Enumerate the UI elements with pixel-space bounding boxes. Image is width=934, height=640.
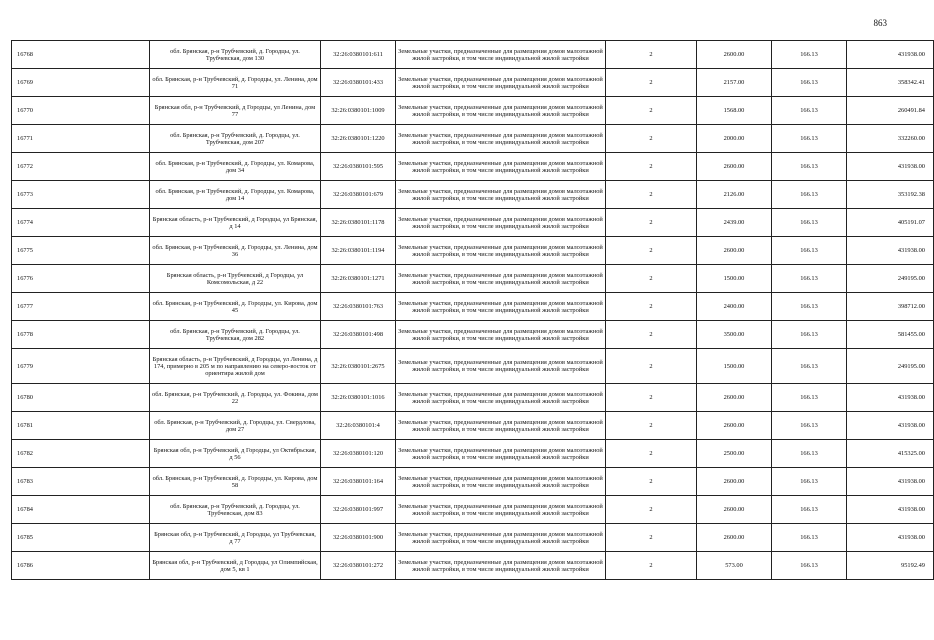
address-cell: Брянская обл, р-н Трубчевский, д Городцы, ул Ленина, дом 77 bbox=[150, 97, 321, 125]
address-cell: обл. Брянская, р-н Трубчевский, д. Городцы, ул. Ленина, дом 71 bbox=[150, 69, 321, 97]
land-purpose-cell: Земельные участки, предназначенные для размещения домов малоэтажной жилой застройки, в том числе индивидуальной жилой застройки bbox=[396, 468, 606, 496]
area-cell: 2600.00 bbox=[697, 496, 772, 524]
area-cell: 2400.00 bbox=[697, 293, 772, 321]
group-cell: 2 bbox=[606, 41, 697, 69]
cadastral-value-cell: 415325.00 bbox=[847, 440, 934, 468]
area-cell: 2600.00 bbox=[697, 41, 772, 69]
group-cell: 2 bbox=[606, 412, 697, 440]
row-id-cell: 16780 bbox=[12, 384, 150, 412]
rate-cell: 166.13 bbox=[772, 125, 847, 153]
rate-cell: 166.13 bbox=[772, 265, 847, 293]
area-cell: 1500.00 bbox=[697, 349, 772, 384]
cadastral-value-cell: 431938.00 bbox=[847, 384, 934, 412]
cadastral-value-cell: 398712.00 bbox=[847, 293, 934, 321]
address-cell: Брянская область, р-н Трубчевский, д Городцы, ул Брянская, д 14 bbox=[150, 209, 321, 237]
land-purpose-cell: Земельные участки, предназначенные для размещения домов малоэтажной жилой застройки, в том числе индивидуальной жилой застройки bbox=[396, 237, 606, 265]
area-cell: 573.00 bbox=[697, 552, 772, 580]
cadastral-table bbox=[11, 40, 934, 580]
area-cell: 3500.00 bbox=[697, 321, 772, 349]
table-row bbox=[12, 237, 934, 265]
rate-cell: 166.13 bbox=[772, 552, 847, 580]
cadastral-value-cell: 249195.00 bbox=[847, 349, 934, 384]
address-cell: Брянская обл, р-н Трубчевский, д Городцы, ул Олимпийская, дом 5, кв 1 bbox=[150, 552, 321, 580]
row-id-cell: 16776 bbox=[12, 265, 150, 293]
area-cell: 2500.00 bbox=[697, 440, 772, 468]
area-cell: 2126.00 bbox=[697, 181, 772, 209]
group-cell: 2 bbox=[606, 69, 697, 97]
cadastral-number-cell: 32:26:0380101:2675 bbox=[321, 349, 396, 384]
land-purpose-cell: Земельные участки, предназначенные для размещения домов малоэтажной жилой застройки, в том числе индивидуальной жилой застройки bbox=[396, 153, 606, 181]
address-cell: обл. Брянская, р-н Трубчевский, д. Городцы, ул. Комарова, дом 34 bbox=[150, 153, 321, 181]
row-id-cell: 16770 bbox=[12, 97, 150, 125]
row-id-cell: 16785 bbox=[12, 524, 150, 552]
cadastral-number-cell: 32:26:0380101:595 bbox=[321, 153, 396, 181]
table-row bbox=[12, 349, 934, 384]
cadastral-value-cell: 431938.00 bbox=[847, 524, 934, 552]
table-row bbox=[12, 552, 934, 580]
rate-cell: 166.13 bbox=[772, 384, 847, 412]
land-purpose-cell: Земельные участки, предназначенные для размещения домов малоэтажной жилой застройки, в том числе индивидуальной жилой застройки bbox=[396, 125, 606, 153]
cadastral-number-cell: 32:26:0380101:4 bbox=[321, 412, 396, 440]
cadastral-number-cell: 32:26:0380101:120 bbox=[321, 440, 396, 468]
group-cell: 2 bbox=[606, 321, 697, 349]
cadastral-number-cell: 32:26:0380101:763 bbox=[321, 293, 396, 321]
group-cell: 2 bbox=[606, 552, 697, 580]
table-row bbox=[12, 321, 934, 349]
row-id-cell: 16775 bbox=[12, 237, 150, 265]
row-id-cell: 16781 bbox=[12, 412, 150, 440]
address-cell: обл. Брянская, р-н Трубчевский, д. Городцы, ул. Трубчевская, дом 207 bbox=[150, 125, 321, 153]
cadastral-number-cell: 32:26:0380101:997 bbox=[321, 496, 396, 524]
group-cell: 2 bbox=[606, 153, 697, 181]
group-cell: 2 bbox=[606, 97, 697, 125]
land-purpose-cell: Земельные участки, предназначенные для размещения домов малоэтажной жилой застройки, в том числе индивидуальной жилой застройки bbox=[396, 412, 606, 440]
table-row bbox=[12, 153, 934, 181]
rate-cell: 166.13 bbox=[772, 496, 847, 524]
group-cell: 2 bbox=[606, 384, 697, 412]
cadastral-number-cell: 32:26:0380101:1016 bbox=[321, 384, 396, 412]
cadastral-number-cell: 32:26:0380101:1194 bbox=[321, 237, 396, 265]
address-cell: обл. Брянская, р-н Трубчевский, д. Городцы, ул. Кирова, дом 45 bbox=[150, 293, 321, 321]
address-cell: обл. Брянская, р-н Трубчевский, д. Городцы, ул. Трубчевская, дом 130 bbox=[150, 41, 321, 69]
land-purpose-cell: Земельные участки, предназначенные для размещения домов малоэтажной жилой застройки, в том числе индивидуальной жилой застройки bbox=[396, 384, 606, 412]
rate-cell: 166.13 bbox=[772, 468, 847, 496]
table-row bbox=[12, 125, 934, 153]
row-id-cell: 16786 bbox=[12, 552, 150, 580]
land-purpose-cell: Земельные участки, предназначенные для размещения домов малоэтажной жилой застройки, в том числе индивидуальной жилой застройки bbox=[396, 321, 606, 349]
cadastral-value-cell: 581455.00 bbox=[847, 321, 934, 349]
row-id-cell: 16784 bbox=[12, 496, 150, 524]
table-row bbox=[12, 41, 934, 69]
address-cell: Брянская обл, р-н Трубчевский, д Городцы, ул Октябрьская, д 56 bbox=[150, 440, 321, 468]
rate-cell: 166.13 bbox=[772, 349, 847, 384]
land-purpose-cell: Земельные участки, предназначенные для размещения домов малоэтажной жилой застройки, в том числе индивидуальной жилой застройки bbox=[396, 209, 606, 237]
table-row bbox=[12, 97, 934, 125]
rate-cell: 166.13 bbox=[772, 237, 847, 265]
cadastral-number-cell: 32:26:0380101:1271 bbox=[321, 265, 396, 293]
cadastral-value-cell: 405191.07 bbox=[847, 209, 934, 237]
table-body bbox=[12, 41, 934, 580]
cadastral-number-cell: 32:26:0380101:272 bbox=[321, 552, 396, 580]
rate-cell: 166.13 bbox=[772, 97, 847, 125]
area-cell: 2600.00 bbox=[697, 468, 772, 496]
land-purpose-cell: Земельные участки, предназначенные для размещения домов малоэтажной жилой застройки, в том числе индивидуальной жилой застройки bbox=[396, 69, 606, 97]
cadastral-number-cell: 32:26:0380101:611 bbox=[321, 41, 396, 69]
rate-cell: 166.13 bbox=[772, 524, 847, 552]
row-id-cell: 16768 bbox=[12, 41, 150, 69]
rate-cell: 166.13 bbox=[772, 412, 847, 440]
row-id-cell: 16777 bbox=[12, 293, 150, 321]
cadastral-value-cell: 431938.00 bbox=[847, 412, 934, 440]
row-id-cell: 16773 bbox=[12, 181, 150, 209]
cadastral-value-cell: 249195.00 bbox=[847, 265, 934, 293]
area-cell: 2600.00 bbox=[697, 524, 772, 552]
table-row bbox=[12, 468, 934, 496]
row-id-cell: 16778 bbox=[12, 321, 150, 349]
group-cell: 2 bbox=[606, 265, 697, 293]
cadastral-value-cell: 353192.38 bbox=[847, 181, 934, 209]
group-cell: 2 bbox=[606, 440, 697, 468]
land-purpose-cell: Земельные участки, предназначенные для размещения домов малоэтажной жилой застройки, в том числе индивидуальной жилой застройки bbox=[396, 552, 606, 580]
land-purpose-cell: Земельные участки, предназначенные для размещения домов малоэтажной жилой застройки, в том числе индивидуальной жилой застройки bbox=[396, 181, 606, 209]
table-row bbox=[12, 181, 934, 209]
group-cell: 2 bbox=[606, 496, 697, 524]
address-cell: обл. Брянская, р-н Трубчевский, д. Городцы, ул. Трубчевская, дом 282 bbox=[150, 321, 321, 349]
row-id-cell: 16774 bbox=[12, 209, 150, 237]
address-cell: обл. Брянская, р-н Трубчевский, д. Городцы, ул. Фокина, дом 22 bbox=[150, 384, 321, 412]
area-cell: 2600.00 bbox=[697, 153, 772, 181]
area-cell: 2000.00 bbox=[697, 125, 772, 153]
cadastral-value-cell: 431938.00 bbox=[847, 237, 934, 265]
cadastral-value-cell: 95192.49 bbox=[847, 552, 934, 580]
land-purpose-cell: Земельные участки, предназначенные для размещения домов малоэтажной жилой застройки, в том числе индивидуальной жилой застройки bbox=[396, 524, 606, 552]
cadastral-number-cell: 32:26:0380101:433 bbox=[321, 69, 396, 97]
group-cell: 2 bbox=[606, 181, 697, 209]
rate-cell: 166.13 bbox=[772, 181, 847, 209]
land-purpose-cell: Земельные участки, предназначенные для размещения домов малоэтажной жилой застройки, в том числе индивидуальной жилой застройки bbox=[396, 440, 606, 468]
address-cell: обл. Брянская, р-н Трубчевский, д. Городцы, ул. Ленина, дом 36 bbox=[150, 237, 321, 265]
land-purpose-cell: Земельные участки, предназначенные для размещения домов малоэтажной жилой застройки, в том числе индивидуальной жилой застройки bbox=[396, 41, 606, 69]
rate-cell: 166.13 bbox=[772, 293, 847, 321]
area-cell: 1500.00 bbox=[697, 265, 772, 293]
address-cell: обл. Брянская, р-н Трубчевский, д. Городцы, ул. Трубчевская, дом 83 bbox=[150, 496, 321, 524]
group-cell: 2 bbox=[606, 237, 697, 265]
area-cell: 2439.00 bbox=[697, 209, 772, 237]
land-purpose-cell: Земельные участки, предназначенные для размещения домов малоэтажной жилой застройки, в том числе индивидуальной жилой застройки bbox=[396, 97, 606, 125]
cadastral-value-cell: 431938.00 bbox=[847, 468, 934, 496]
cadastral-value-cell: 431938.00 bbox=[847, 153, 934, 181]
rate-cell: 166.13 bbox=[772, 153, 847, 181]
cadastral-number-cell: 32:26:0380101:679 bbox=[321, 181, 396, 209]
cadastral-value-cell: 260491.84 bbox=[847, 97, 934, 125]
cadastral-value-cell: 358342.41 bbox=[847, 69, 934, 97]
row-id-cell: 16772 bbox=[12, 153, 150, 181]
group-cell: 2 bbox=[606, 468, 697, 496]
area-cell: 2157.00 bbox=[697, 69, 772, 97]
table-row bbox=[12, 265, 934, 293]
row-id-cell: 16783 bbox=[12, 468, 150, 496]
table-row bbox=[12, 412, 934, 440]
cadastral-number-cell: 32:26:0380101:1178 bbox=[321, 209, 396, 237]
area-cell: 2600.00 bbox=[697, 412, 772, 440]
rate-cell: 166.13 bbox=[772, 69, 847, 97]
address-cell: обл. Брянская, р-н Трубчевский, д. Городцы, ул. Комарова, дом 14 bbox=[150, 181, 321, 209]
group-cell: 2 bbox=[606, 524, 697, 552]
table-row bbox=[12, 384, 934, 412]
table-row bbox=[12, 69, 934, 97]
group-cell: 2 bbox=[606, 293, 697, 321]
table-row bbox=[12, 209, 934, 237]
land-purpose-cell: Земельные участки, предназначенные для размещения домов малоэтажной жилой застройки, в том числе индивидуальной жилой застройки bbox=[396, 265, 606, 293]
rate-cell: 166.13 bbox=[772, 321, 847, 349]
area-cell: 2600.00 bbox=[697, 384, 772, 412]
address-cell: Брянская обл, р-н Трубчевский, д Городцы, ул Трубчевская, д 77 bbox=[150, 524, 321, 552]
cadastral-value-cell: 431938.00 bbox=[847, 41, 934, 69]
group-cell: 2 bbox=[606, 209, 697, 237]
cadastral-number-cell: 32:26:0380101:1220 bbox=[321, 125, 396, 153]
page-number: 863 bbox=[873, 18, 887, 28]
cadastral-number-cell: 32:26:0380101:1009 bbox=[321, 97, 396, 125]
address-cell: обл. Брянская, р-н Трубчевский, д. Городцы, ул. Кирова, дом 58 bbox=[150, 468, 321, 496]
row-id-cell: 16771 bbox=[12, 125, 150, 153]
address-cell: Брянская область, р-н Трубчевский, д Городцы, ул Ленина, д 174, примерно в 205 м по направлению на северо-восток от ориентира жилой дом bbox=[150, 349, 321, 384]
group-cell: 2 bbox=[606, 125, 697, 153]
address-cell: Брянская область, р-н Трубчевский, д Городцы, ул Комсомольская, д 22 bbox=[150, 265, 321, 293]
area-cell: 1568.00 bbox=[697, 97, 772, 125]
table-row bbox=[12, 440, 934, 468]
rate-cell: 166.13 bbox=[772, 209, 847, 237]
row-id-cell: 16782 bbox=[12, 440, 150, 468]
table-row bbox=[12, 496, 934, 524]
row-id-cell: 16769 bbox=[12, 69, 150, 97]
area-cell: 2600.00 bbox=[697, 237, 772, 265]
land-purpose-cell: Земельные участки, предназначенные для размещения домов малоэтажной жилой застройки, в том числе индивидуальной жилой застройки bbox=[396, 293, 606, 321]
cadastral-number-cell: 32:26:0380101:164 bbox=[321, 468, 396, 496]
cadastral-number-cell: 32:26:0380101:498 bbox=[321, 321, 396, 349]
group-cell: 2 bbox=[606, 349, 697, 384]
row-id-cell: 16779 bbox=[12, 349, 150, 384]
address-cell: обл. Брянская, р-н Трубчевский, д. Городцы, ул. Свердлова, дом 27 bbox=[150, 412, 321, 440]
table-row bbox=[12, 524, 934, 552]
cadastral-number-cell: 32:26:0380101:900 bbox=[321, 524, 396, 552]
cadastral-value-cell: 332260.00 bbox=[847, 125, 934, 153]
land-purpose-cell: Земельные участки, предназначенные для размещения домов малоэтажной жилой застройки, в том числе индивидуальной жилой застройки bbox=[396, 496, 606, 524]
table-row bbox=[12, 293, 934, 321]
rate-cell: 166.13 bbox=[772, 440, 847, 468]
cadastral-value-cell: 431938.00 bbox=[847, 496, 934, 524]
rate-cell: 166.13 bbox=[772, 41, 847, 69]
land-purpose-cell: Земельные участки, предназначенные для размещения домов малоэтажной жилой застройки, в том числе индивидуальной жилой застройки bbox=[396, 349, 606, 384]
